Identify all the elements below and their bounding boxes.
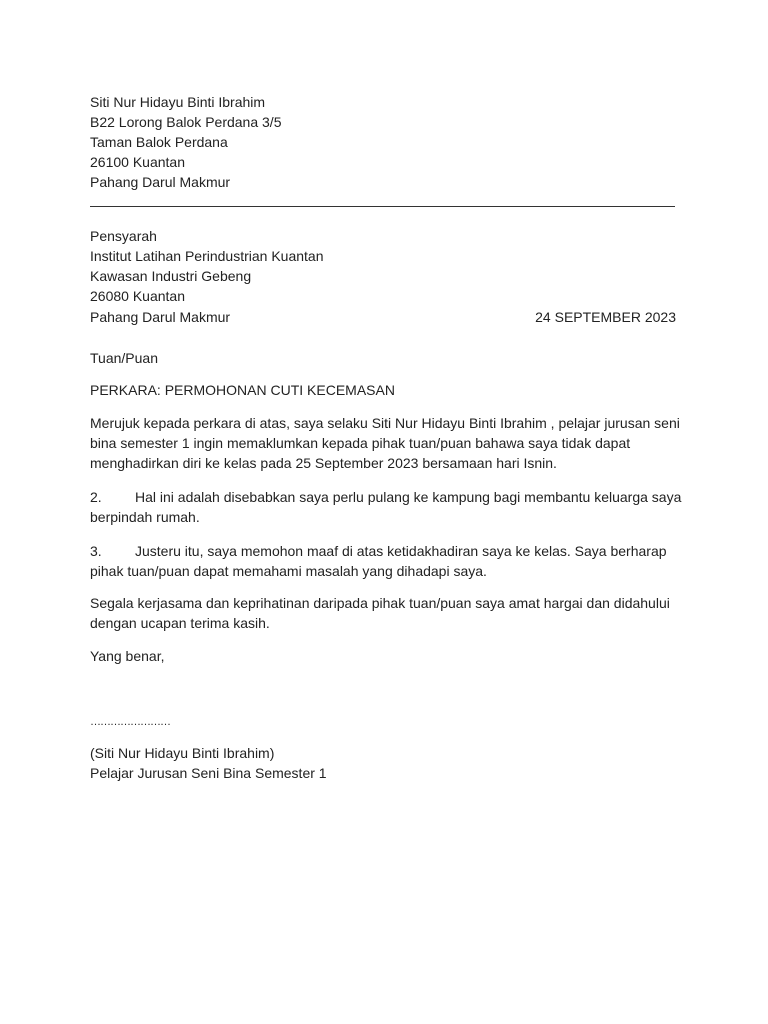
paragraph-2-line-1-text: Hal ini adalah disebabkan saya perlu pulang ke kampung bagi membantu keluarga saya bbox=[135, 489, 682, 505]
paragraph-3-line-1-text: Justeru itu, saya memohon maaf di atas ketidakhadiran saya ke kelas. Saya berharap bbox=[135, 543, 667, 559]
body-paragraph-2 bbox=[90, 487, 680, 527]
paragraph-3-line-1 bbox=[90, 541, 680, 561]
letter-date: 24 SEPTEMBER 2023 bbox=[535, 309, 676, 325]
recipient-title: Pensyarah bbox=[90, 228, 157, 244]
sender-state: Pahang Darul Makmur bbox=[90, 174, 231, 190]
recipient-address-line-1: Kawasan Industri Gebeng bbox=[90, 268, 252, 284]
paragraph-1-line-2: bina semester 1 ingin memaklumkan kepada pihak tuan/puan bahawa saya tidak dapat bbox=[90, 435, 631, 451]
paragraph-4-line-2: dengan ucapan terima kasih. bbox=[90, 615, 270, 631]
body-paragraph-3 bbox=[90, 541, 680, 581]
paragraph-2-line-2: berpindah rumah. bbox=[90, 509, 200, 525]
recipient-institution: Institut Latihan Perindustrian Kuantan bbox=[90, 248, 324, 264]
recipient-city: 26080 Kuantan bbox=[90, 288, 185, 304]
closing: Yang benar, bbox=[90, 648, 165, 664]
paragraph-2-line-1 bbox=[90, 487, 680, 507]
paragraph-3-line-2: pihak tuan/puan dapat memahami masalah yang dihadapi saya. bbox=[90, 563, 487, 579]
paragraph-4-line-1: Segala kerjasama dan keprihatinan daripada pihak tuan/puan saya amat hargai dan didahului bbox=[90, 595, 670, 611]
signature-line: …………………… bbox=[90, 716, 170, 728]
paragraph-3-number: 3. bbox=[90, 543, 102, 559]
sender-address-line-1: B22 Lorong Balok Perdana 3/5 bbox=[90, 114, 282, 130]
body-paragraph-4 bbox=[90, 593, 680, 633]
paragraph-1-line-3: menghadirkan diri ke kelas pada 25 September 2023 bersamaan hari Isnin. bbox=[90, 455, 557, 471]
signer-name: (Siti Nur Hidayu Binti Ibrahim) bbox=[90, 745, 275, 761]
subject-line: PERKARA: PERMOHONAN CUTI KECEMASAN bbox=[90, 382, 395, 398]
salutation: Tuan/Puan bbox=[90, 350, 158, 366]
sender-name: Siti Nur Hidayu Binti Ibrahim bbox=[90, 94, 266, 110]
recipient-state: Pahang Darul Makmur bbox=[90, 309, 231, 325]
sender-address-line-2: Taman Balok Perdana bbox=[90, 134, 228, 150]
body-paragraph-1 bbox=[90, 413, 680, 473]
paragraph-2-number: 2. bbox=[90, 489, 102, 505]
paragraph-1-line-1: Merujuk kepada perkara di atas, saya selaku Siti Nur Hidayu Binti Ibrahim , pelajar jurusan seni bbox=[90, 415, 680, 431]
sender-city: 26100 Kuantan bbox=[90, 154, 185, 170]
header-divider bbox=[90, 206, 675, 207]
signer-position: Pelajar Jurusan Seni Bina Semester 1 bbox=[90, 765, 327, 781]
